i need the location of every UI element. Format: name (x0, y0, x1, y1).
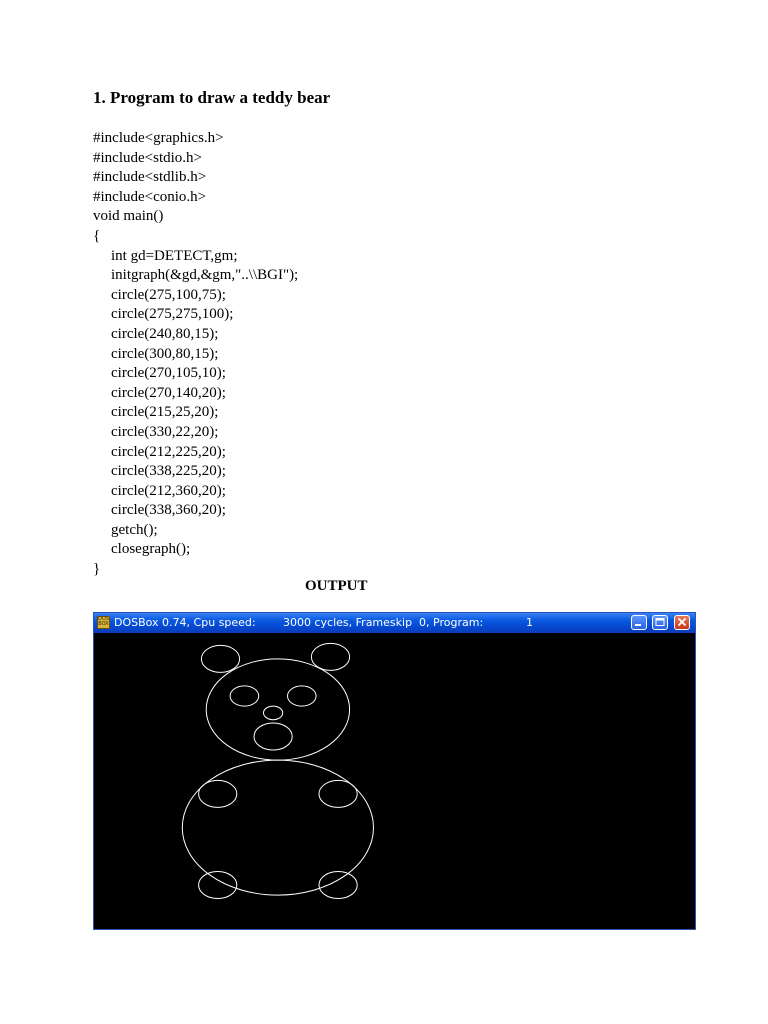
close-button[interactable] (674, 615, 690, 630)
code-line: circle(270,105,10); (111, 365, 226, 382)
close-icon (675, 616, 689, 629)
bear-circle (206, 659, 349, 760)
document-title: 1. Program to draw a teddy bear (93, 88, 331, 107)
graphics-output-canvas (94, 633, 695, 929)
code-line: closegraph(); (111, 541, 191, 558)
code-line: #include<graphics.h> (93, 130, 224, 146)
bear-circle (254, 723, 292, 750)
code-line: circle(338,360,20); (111, 502, 226, 519)
bear-circle (199, 872, 237, 899)
minimize-button[interactable] (631, 615, 647, 630)
bear-circle (264, 706, 283, 720)
bear-circle (230, 686, 259, 706)
output-label: OUTPUT (305, 578, 368, 594)
bear-circle (201, 645, 239, 672)
code-line: circle(270,140,20); (111, 384, 226, 401)
bear-circle (288, 686, 317, 706)
code-line: circle(330,22,20); (111, 423, 219, 440)
bear-circle (319, 872, 357, 899)
maximize-button[interactable] (652, 615, 668, 630)
window-title-app: DOSBox 0.74, Cpu speed: (114, 616, 256, 629)
window-titlebar[interactable] (94, 613, 695, 633)
code-line: { (93, 227, 101, 244)
dosbox-window[interactable] (93, 612, 696, 930)
window-title-cycles: 3000 cycles, Frameskip 0, Program: (283, 616, 484, 629)
code-line: circle(275,275,100); (111, 306, 234, 323)
code-line: circle(300,80,15); (111, 345, 219, 362)
window-title-program: 1 (526, 616, 533, 629)
code-line: #include<stdlib.h> (93, 169, 207, 186)
code-line: #include<conio.h> (93, 188, 207, 205)
bear-circle (199, 780, 237, 807)
code-line: initgraph(&gd,&gm,"..\\BGI"); (111, 267, 299, 284)
code-line: circle(338,225,20); (111, 463, 226, 480)
bear-circle (311, 643, 349, 670)
code-listing (93, 129, 298, 580)
code-line: circle(212,225,20); (111, 443, 226, 460)
code-line: getch(); (111, 521, 158, 538)
dosbox-app-icon[interactable]: DOS BOX (98, 616, 109, 627)
minimize-icon (632, 616, 646, 629)
bear-circle (182, 760, 373, 895)
code-line: circle(275,100,75); (111, 286, 226, 303)
code-line: #include<stdio.h> (93, 149, 202, 166)
bear-circle (319, 780, 357, 807)
maximize-icon (653, 616, 667, 629)
code-line: circle(212,360,20); (111, 482, 226, 499)
code-line: int gd=DETECT,gm; (111, 247, 238, 264)
code-line: circle(240,80,15); (111, 325, 219, 342)
code-line: void main() (93, 208, 164, 225)
code-line: circle(215,25,20); (111, 404, 219, 421)
code-line: } (93, 561, 101, 578)
